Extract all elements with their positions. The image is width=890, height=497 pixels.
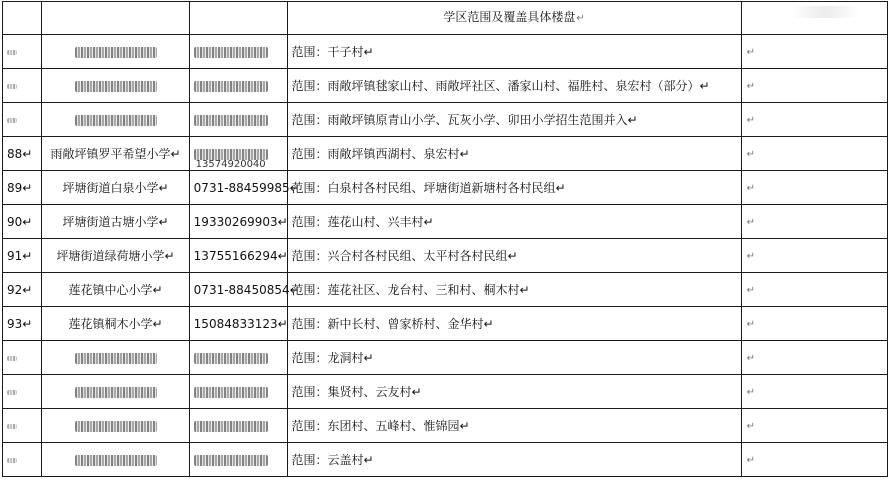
school-name-cell <box>42 409 189 443</box>
row-number-cell <box>3 171 42 205</box>
row-number-cell <box>3 409 42 443</box>
district-scope-cell <box>287 205 741 239</box>
district-scope: 范围：雨敞坪镇毬家山村、雨敞坪社区、潘家山村、福胜村、泉宏村（部分）↵ <box>291 78 710 93</box>
district-scope-cell <box>287 409 741 443</box>
redacted-school-name <box>75 81 157 92</box>
phone-cell <box>189 307 287 341</box>
redacted-number <box>7 118 17 123</box>
district-scope-cell <box>287 273 741 307</box>
phone-cell <box>189 137 287 171</box>
district-scope: 范围：云盖村↵ <box>291 452 374 467</box>
school-name: 莲花镇中心小学↵ <box>68 282 163 297</box>
row-number-cell <box>3 341 42 375</box>
district-scope: 范围：东团村、五峰村、惟锦园↵ <box>291 418 470 433</box>
table-row <box>3 409 888 443</box>
school-name: 坪塘街道白泉小学↵ <box>62 180 169 195</box>
paragraph-mark: ↵ <box>746 182 756 194</box>
table-row <box>3 69 888 103</box>
school-name-cell <box>42 341 189 375</box>
extra-cell <box>741 137 887 171</box>
extra-cell <box>741 307 887 341</box>
school-name-cell <box>42 239 189 273</box>
paragraph-mark: ↵ <box>746 46 756 58</box>
paragraph-mark: ↵ <box>746 386 756 398</box>
district-scope: 范围：白泉村各村民组、坪塘街道新塘村各村民组↵ <box>291 180 566 195</box>
school-name: 雨敞坪镇罗平希望小学↵ <box>50 146 181 161</box>
district-scope-cell <box>287 443 741 477</box>
table-row <box>3 35 888 69</box>
extra-cell <box>741 341 887 375</box>
district-scope: 范围：集贤村、云友村↵ <box>291 384 422 399</box>
table-row <box>3 341 888 375</box>
redacted-number <box>7 356 17 361</box>
table-row <box>3 273 888 307</box>
district-scope: 范围：新中长村、曾家桥村、金华村↵ <box>291 316 494 331</box>
phone-cell <box>189 171 300 205</box>
table-row <box>3 307 888 341</box>
school-name-cell <box>42 375 189 409</box>
paragraph-mark: ↵ <box>746 114 756 126</box>
table-row <box>3 205 888 239</box>
extra-cell <box>741 375 887 409</box>
paragraph-mark: ↵ <box>746 250 756 262</box>
district-scope-cell <box>287 307 741 341</box>
extra-cell <box>741 205 887 239</box>
extra-cell <box>741 35 887 69</box>
extra-cell <box>741 171 887 205</box>
district-scope: 范围：雨敞坪镇西湖村、泉宏村↵ <box>291 146 470 161</box>
phone-number: 0731-88459985↵ <box>193 180 300 195</box>
redacted-school-name <box>75 353 157 364</box>
paragraph-mark: ↵ <box>746 148 756 160</box>
phone-cell <box>189 103 287 137</box>
row-number: 92↵ <box>7 282 33 297</box>
redacted-phone <box>194 353 268 364</box>
redacted-number <box>7 84 17 89</box>
extra-cell <box>741 273 887 307</box>
school-district-table <box>2 1 888 477</box>
school-name-cell <box>42 171 189 205</box>
row-number-cell <box>3 443 42 477</box>
school-name-cell <box>42 273 189 307</box>
school-name-cell <box>42 205 189 239</box>
redacted-phone <box>194 455 268 466</box>
redacted-phone <box>194 421 268 432</box>
phone-cell <box>189 409 287 443</box>
row-number-cell <box>3 137 42 171</box>
paragraph-mark: ↵ <box>746 80 756 92</box>
row-number: 89↵ <box>7 180 33 195</box>
redacted-school-name <box>75 455 157 466</box>
header-cell-extra <box>741 2 887 35</box>
school-name-cell <box>42 137 189 171</box>
district-scope: 范围：干子村↵ <box>291 44 374 59</box>
district-scope: 范围：龙洞村↵ <box>291 350 374 365</box>
table-row <box>3 375 888 409</box>
table-row <box>3 443 888 477</box>
phone-cell <box>189 273 300 307</box>
district-scope-cell <box>287 171 741 205</box>
school-name-cell <box>42 69 189 103</box>
redacted-school-name <box>75 47 157 58</box>
row-number: 90↵ <box>7 214 33 229</box>
row-number: 88↵ <box>7 146 33 161</box>
row-number-cell <box>3 307 42 341</box>
district-scope-cell <box>287 341 741 375</box>
redacted-number <box>7 390 17 395</box>
row-number-cell <box>3 103 42 137</box>
redacted-phone <box>194 115 268 126</box>
row-number-cell <box>3 35 42 69</box>
district-scope-cell <box>287 375 741 409</box>
redacted-phone <box>194 387 268 398</box>
header-cell-school <box>42 2 189 35</box>
district-scope: 范围：莲花社区、龙台村、三和村、桐木村↵ <box>291 282 530 297</box>
phone-cell <box>189 35 287 69</box>
paragraph-mark: ↵ <box>746 420 756 432</box>
extra-cell <box>741 103 887 137</box>
phone-number: 0731-88450854↵ <box>193 282 300 297</box>
district-scope-cell <box>287 103 741 137</box>
row-number-cell <box>3 69 42 103</box>
phone-number: 15084833123↵ <box>193 316 288 331</box>
table-header-row <box>3 2 888 35</box>
table-row <box>3 239 888 273</box>
paragraph-mark: ↵ <box>746 352 756 364</box>
district-scope: 范围：雨敞坪镇原青山小学、瓦灰小学、卯田小学招生范围并入↵ <box>291 112 638 127</box>
redacted-number <box>7 50 17 55</box>
phone-cell <box>189 375 287 409</box>
phone-cell <box>189 239 287 273</box>
district-scope-cell <box>287 69 741 103</box>
row-number: 93↵ <box>7 316 33 331</box>
phone-cell <box>189 205 287 239</box>
extra-cell <box>741 443 887 477</box>
district-scope: 范围：兴合村各村民组、太平村各村民组↵ <box>291 248 518 263</box>
redacted-phone <box>194 149 268 160</box>
table-row <box>3 171 888 205</box>
table-row <box>3 137 888 171</box>
paragraph-mark: ↵ <box>576 13 585 24</box>
row-number-cell <box>3 273 42 307</box>
school-name-cell <box>42 443 189 477</box>
header-cell-number <box>3 2 42 35</box>
overlapping-phone-number: 13574920040 <box>195 159 266 170</box>
redacted-phone <box>194 81 268 92</box>
redacted-phone <box>194 47 268 58</box>
header-title: 学区范围及覆盖具体楼盘 <box>443 10 576 24</box>
school-name-cell <box>42 307 189 341</box>
phone-cell <box>189 443 287 477</box>
paragraph-mark: ↵ <box>746 284 756 296</box>
district-scope: 范围：莲花山村、兴丰村↵ <box>291 214 434 229</box>
phone-cell <box>189 341 287 375</box>
school-name-cell <box>42 103 189 137</box>
paragraph-mark: ↵ <box>746 454 756 466</box>
header-cell-phone <box>189 2 287 35</box>
redacted-school-name <box>75 115 157 126</box>
extra-cell <box>741 69 887 103</box>
school-name: 坪塘街道绿荷塘小学↵ <box>56 248 175 263</box>
phone-number: 13755166294↵ <box>193 248 288 263</box>
header-cell-scope <box>287 2 741 35</box>
extra-cell <box>741 239 887 273</box>
row-number-cell <box>3 375 42 409</box>
paragraph-mark: ↵ <box>746 216 756 228</box>
phone-cell <box>189 69 287 103</box>
district-scope-cell <box>287 239 741 273</box>
row-number-cell <box>3 205 42 239</box>
phone-number: 19330269903↵ <box>193 214 288 229</box>
row-number: 91↵ <box>7 248 33 263</box>
school-name: 莲花镇桐木小学↵ <box>68 316 163 331</box>
extra-cell <box>741 409 887 443</box>
district-scope-cell <box>287 35 741 69</box>
table-row <box>3 103 888 137</box>
redacted-school-name <box>75 421 157 432</box>
redacted-school-name <box>75 387 157 398</box>
district-scope-cell <box>287 137 741 171</box>
paragraph-mark: ↵ <box>746 318 756 330</box>
redacted-number <box>7 424 17 429</box>
row-number-cell <box>3 239 42 273</box>
redacted-number <box>7 458 17 463</box>
school-name: 坪塘街道古塘小学↵ <box>62 214 169 229</box>
school-name-cell <box>42 35 189 69</box>
